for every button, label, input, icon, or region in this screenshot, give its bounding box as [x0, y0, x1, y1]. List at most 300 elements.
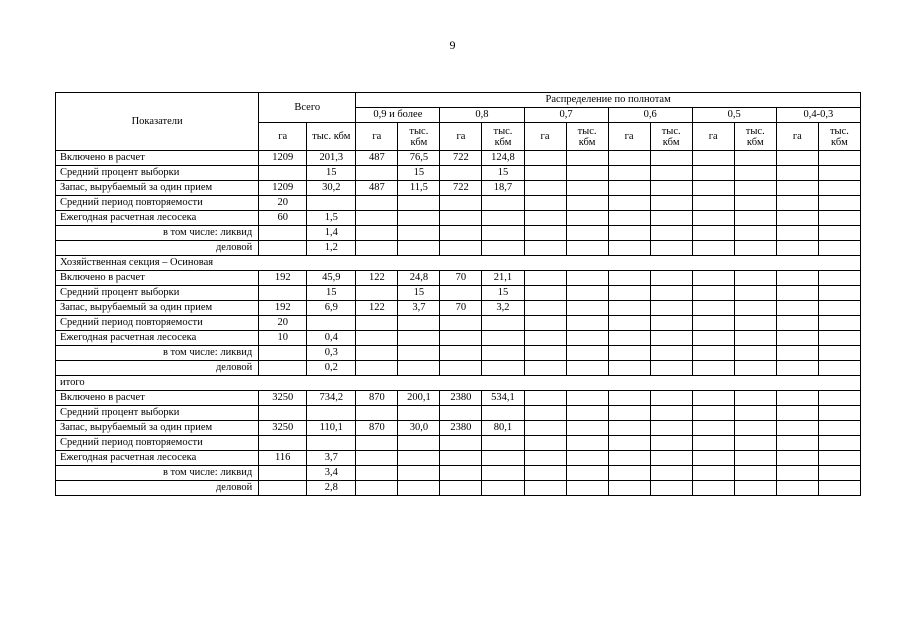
table-cell: 870 — [356, 391, 398, 406]
row-label: Средний период повторяемости — [56, 196, 259, 211]
table-cell — [734, 481, 776, 496]
table-cell — [356, 316, 398, 331]
table-cell — [818, 196, 860, 211]
table-cell: 192 — [259, 301, 307, 316]
row-label: в том числе: ликвид — [56, 466, 259, 481]
table-cell — [566, 346, 608, 361]
row-label: Ежегодная расчетная лесосека — [56, 211, 259, 226]
table-cell — [524, 451, 566, 466]
table-cell: 18,7 — [482, 181, 524, 196]
table-cell: 3,7 — [398, 301, 440, 316]
table-cell — [818, 421, 860, 436]
table-cell — [566, 406, 608, 421]
table-cell — [650, 196, 692, 211]
table-cell: 1,5 — [307, 211, 356, 226]
table-cell — [692, 151, 734, 166]
table-cell — [482, 346, 524, 361]
table-body — [56, 151, 861, 496]
table-cell — [482, 436, 524, 451]
table-cell — [650, 481, 692, 496]
row-label: деловой — [56, 481, 259, 496]
table-cell — [356, 196, 398, 211]
table-cell — [566, 151, 608, 166]
table-cell — [776, 406, 818, 421]
table-cell: 10 — [259, 331, 307, 346]
table-cell — [566, 316, 608, 331]
table-cell — [818, 211, 860, 226]
table-cell — [650, 241, 692, 256]
table-cell: 24,8 — [398, 271, 440, 286]
table-cell: 15 — [482, 166, 524, 181]
table-cell — [734, 361, 776, 376]
table-row — [56, 316, 861, 331]
table-cell — [608, 316, 650, 331]
table-cell — [482, 196, 524, 211]
table-cell — [734, 301, 776, 316]
table-cell — [259, 361, 307, 376]
table-cell — [818, 451, 860, 466]
table-cell: 0,2 — [307, 361, 356, 376]
table-cell — [440, 286, 482, 301]
table-cell — [734, 316, 776, 331]
table-cell — [650, 406, 692, 421]
table-cell — [356, 481, 398, 496]
table-cell: 2,8 — [307, 481, 356, 496]
section-title: итого — [56, 376, 861, 391]
table-cell — [482, 466, 524, 481]
table-cell — [650, 166, 692, 181]
table-cell — [524, 406, 566, 421]
table-cell — [608, 391, 650, 406]
table-cell — [482, 226, 524, 241]
table-cell — [356, 166, 398, 181]
unit-area: га — [440, 123, 482, 151]
row-label: Включено в расчет — [56, 391, 259, 406]
table-cell — [818, 466, 860, 481]
table-cell — [692, 391, 734, 406]
table-cell: 1,4 — [307, 226, 356, 241]
table-cell: 3250 — [259, 421, 307, 436]
table-cell — [650, 451, 692, 466]
table-cell — [608, 241, 650, 256]
table-cell — [440, 166, 482, 181]
row-label: в том числе: ликвид — [56, 346, 259, 361]
table-cell — [356, 451, 398, 466]
header-distribution: Распределение по полнотам — [356, 93, 861, 108]
table-cell — [692, 436, 734, 451]
table-cell — [566, 466, 608, 481]
table-cell — [524, 151, 566, 166]
table-cell — [356, 226, 398, 241]
table-cell — [356, 436, 398, 451]
table-cell — [608, 421, 650, 436]
table-cell — [734, 436, 776, 451]
table-cell — [482, 451, 524, 466]
table-cell: 0,4 — [307, 331, 356, 346]
table-cell — [524, 481, 566, 496]
table-cell — [566, 301, 608, 316]
table-cell — [356, 466, 398, 481]
table-cell — [524, 226, 566, 241]
table-cell — [650, 226, 692, 241]
table-cell: 70 — [440, 301, 482, 316]
table-cell — [776, 481, 818, 496]
table-cell: 722 — [440, 151, 482, 166]
table-row — [56, 301, 861, 316]
table-cell — [608, 481, 650, 496]
table-cell — [566, 196, 608, 211]
table-cell — [398, 196, 440, 211]
table-row — [56, 211, 861, 226]
table-cell — [650, 181, 692, 196]
table-cell — [734, 406, 776, 421]
table-cell — [692, 406, 734, 421]
table-cell: 0,3 — [307, 346, 356, 361]
table-cell: 6,9 — [307, 301, 356, 316]
table-cell — [776, 166, 818, 181]
table-cell — [524, 271, 566, 286]
table-cell: 70 — [440, 271, 482, 286]
row-label: деловой — [56, 241, 259, 256]
table-cell — [398, 436, 440, 451]
table-cell — [440, 241, 482, 256]
table-cell: 20 — [259, 196, 307, 211]
table-cell — [524, 331, 566, 346]
table-cell — [650, 361, 692, 376]
table-cell — [307, 196, 356, 211]
table-cell — [482, 211, 524, 226]
table-cell: 11,5 — [398, 181, 440, 196]
table-cell — [692, 481, 734, 496]
table-cell: 870 — [356, 421, 398, 436]
table-cell — [259, 481, 307, 496]
table-cell — [734, 241, 776, 256]
table-cell: 30,0 — [398, 421, 440, 436]
table-cell — [650, 466, 692, 481]
table-cell: 487 — [356, 151, 398, 166]
table-cell — [356, 241, 398, 256]
table-cell — [818, 241, 860, 256]
table-cell — [356, 361, 398, 376]
table-row — [56, 151, 861, 166]
table-cell — [692, 196, 734, 211]
table-cell — [482, 316, 524, 331]
row-label: Средний период повторяемости — [56, 316, 259, 331]
unit-area: га — [608, 123, 650, 151]
table-cell — [650, 391, 692, 406]
table-cell: 722 — [440, 181, 482, 196]
table-cell — [524, 361, 566, 376]
table-cell — [524, 211, 566, 226]
table-cell — [692, 286, 734, 301]
table-cell — [650, 436, 692, 451]
table-cell — [566, 361, 608, 376]
row-label: деловой — [56, 361, 259, 376]
table-cell: 487 — [356, 181, 398, 196]
table-cell — [566, 436, 608, 451]
table-cell — [650, 346, 692, 361]
table-cell — [398, 331, 440, 346]
table-cell — [524, 421, 566, 436]
table-cell — [776, 241, 818, 256]
table-row — [56, 466, 861, 481]
table-row — [56, 406, 861, 421]
table-row — [56, 346, 861, 361]
table-cell — [692, 166, 734, 181]
table-cell — [818, 481, 860, 496]
header-indicators: Показатели — [56, 93, 259, 151]
table-cell — [776, 391, 818, 406]
table-cell — [818, 301, 860, 316]
row-label: в том числе: ликвид — [56, 226, 259, 241]
table-cell — [259, 286, 307, 301]
table-row — [56, 331, 861, 346]
row-label: Запас, вырубаемый за один прием — [56, 301, 259, 316]
table-cell: 80,1 — [482, 421, 524, 436]
table-cell — [818, 391, 860, 406]
table-cell — [608, 211, 650, 226]
table-cell — [482, 481, 524, 496]
table-cell — [440, 436, 482, 451]
table-cell — [818, 331, 860, 346]
table-cell — [566, 451, 608, 466]
table-cell — [440, 481, 482, 496]
table-cell: 15 — [398, 286, 440, 301]
table-cell — [608, 151, 650, 166]
table-cell — [734, 391, 776, 406]
table-cell — [524, 301, 566, 316]
table-cell — [307, 406, 356, 421]
table-cell: 3,2 — [482, 301, 524, 316]
row-label: Ежегодная расчетная лесосека — [56, 451, 259, 466]
table-cell — [440, 406, 482, 421]
table-cell — [692, 451, 734, 466]
table-cell — [734, 346, 776, 361]
unit-area: га — [692, 123, 734, 151]
table-cell — [650, 421, 692, 436]
table-cell — [734, 331, 776, 346]
table-cell — [566, 181, 608, 196]
table-cell: 60 — [259, 211, 307, 226]
table-cell — [524, 241, 566, 256]
table-cell — [440, 466, 482, 481]
table-cell — [356, 346, 398, 361]
table-cell — [608, 331, 650, 346]
table-cell — [440, 226, 482, 241]
unit-area: га — [776, 123, 818, 151]
table-cell — [524, 466, 566, 481]
table-cell — [608, 346, 650, 361]
unit-volume: тыс. кбм — [734, 123, 776, 151]
table-cell — [307, 316, 356, 331]
row-label: Включено в расчет — [56, 271, 259, 286]
table-cell: 124,8 — [482, 151, 524, 166]
table-cell: 1209 — [259, 181, 307, 196]
table-cell — [776, 421, 818, 436]
table-cell — [650, 271, 692, 286]
table-cell — [608, 286, 650, 301]
table-cell — [398, 226, 440, 241]
table-cell: 45,9 — [307, 271, 356, 286]
table-cell — [259, 226, 307, 241]
header-group-0: 0,9 и более — [356, 108, 440, 123]
table-cell — [482, 331, 524, 346]
table-cell: 534,1 — [482, 391, 524, 406]
table-cell — [356, 286, 398, 301]
table-cell — [776, 466, 818, 481]
table-cell — [692, 421, 734, 436]
header-group-2: 0,7 — [524, 108, 608, 123]
table-cell: 734,2 — [307, 391, 356, 406]
table-cell — [734, 196, 776, 211]
table-cell — [608, 436, 650, 451]
unit-area: га — [259, 123, 307, 151]
table-cell — [692, 361, 734, 376]
table-cell — [440, 196, 482, 211]
table-cell — [818, 166, 860, 181]
table-cell — [818, 406, 860, 421]
table-cell — [776, 196, 818, 211]
table-cell — [608, 451, 650, 466]
section-title-row — [56, 376, 861, 391]
table-cell: 15 — [398, 166, 440, 181]
table-cell — [440, 316, 482, 331]
table-cell — [818, 346, 860, 361]
table-cell — [259, 241, 307, 256]
table-cell — [692, 346, 734, 361]
table-cell — [734, 181, 776, 196]
table-row — [56, 271, 861, 286]
unit-volume: тыс. кбм — [307, 123, 356, 151]
table-cell — [608, 166, 650, 181]
table-cell: 116 — [259, 451, 307, 466]
table-cell: 201,3 — [307, 151, 356, 166]
table-cell — [398, 241, 440, 256]
table-cell — [608, 196, 650, 211]
table-cell — [259, 406, 307, 421]
row-label: Ежегодная расчетная лесосека — [56, 331, 259, 346]
table-cell — [440, 361, 482, 376]
table-cell — [524, 181, 566, 196]
table-cell: 20 — [259, 316, 307, 331]
table-cell — [650, 286, 692, 301]
table-row — [56, 286, 861, 301]
table-cell — [566, 286, 608, 301]
row-label: Средний процент выборки — [56, 286, 259, 301]
table-cell — [734, 166, 776, 181]
table-cell: 200,1 — [398, 391, 440, 406]
table-cell — [818, 316, 860, 331]
page-number: 9 — [449, 38, 456, 52]
section-title-row — [56, 256, 861, 271]
table-cell — [692, 271, 734, 286]
table-cell — [776, 301, 818, 316]
table-cell — [524, 391, 566, 406]
table-cell — [566, 391, 608, 406]
unit-volume: тыс. кбм — [482, 123, 524, 151]
table-cell — [776, 286, 818, 301]
table-cell: 76,5 — [398, 151, 440, 166]
table-cell — [398, 406, 440, 421]
table-cell — [566, 421, 608, 436]
harvest-table — [55, 92, 861, 496]
table-row — [56, 241, 861, 256]
table-cell — [734, 466, 776, 481]
table-row — [56, 196, 861, 211]
table-cell — [356, 331, 398, 346]
table-cell: 15 — [307, 286, 356, 301]
table-cell — [566, 241, 608, 256]
table-cell — [524, 346, 566, 361]
table-cell — [776, 181, 818, 196]
table-cell — [776, 271, 818, 286]
table-cell — [608, 226, 650, 241]
table-cell — [482, 406, 524, 421]
table-cell — [566, 331, 608, 346]
table-cell: 1209 — [259, 151, 307, 166]
table-cell — [398, 361, 440, 376]
table-cell — [566, 271, 608, 286]
table-cell — [776, 361, 818, 376]
table-cell: 122 — [356, 301, 398, 316]
table-row — [56, 421, 861, 436]
table-cell — [259, 466, 307, 481]
table-cell: 30,2 — [307, 181, 356, 196]
table-row — [56, 436, 861, 451]
table-cell — [818, 361, 860, 376]
table-cell — [776, 451, 818, 466]
row-label: Запас, вырубаемый за один прием — [56, 421, 259, 436]
table-row — [56, 166, 861, 181]
table-cell — [398, 466, 440, 481]
table-cell — [356, 406, 398, 421]
table-cell — [650, 316, 692, 331]
row-label: Средний период повторяемости — [56, 436, 259, 451]
table-cell — [524, 286, 566, 301]
table-cell — [776, 211, 818, 226]
table-cell — [482, 241, 524, 256]
table-cell — [398, 211, 440, 226]
table-cell — [398, 481, 440, 496]
table-cell — [818, 151, 860, 166]
table-cell — [608, 181, 650, 196]
table-cell — [692, 211, 734, 226]
table-row — [56, 361, 861, 376]
table-cell — [776, 436, 818, 451]
header-group-5: 0,4-0,3 — [776, 108, 860, 123]
table-cell — [776, 346, 818, 361]
table-cell: 3,4 — [307, 466, 356, 481]
table-cell — [776, 331, 818, 346]
table-row — [56, 226, 861, 241]
table-cell — [776, 316, 818, 331]
table-cell — [692, 226, 734, 241]
unit-area: га — [356, 123, 398, 151]
table-row — [56, 451, 861, 466]
table-cell: 3250 — [259, 391, 307, 406]
table-cell — [818, 226, 860, 241]
table-cell — [650, 151, 692, 166]
table-cell — [482, 361, 524, 376]
header-total: Всего — [259, 93, 356, 123]
table-cell — [818, 286, 860, 301]
table-cell — [692, 241, 734, 256]
table-cell: 15 — [482, 286, 524, 301]
table-cell — [734, 286, 776, 301]
unit-volume: тыс. кбм — [818, 123, 860, 151]
table-cell — [524, 196, 566, 211]
table-cell: 1,2 — [307, 241, 356, 256]
